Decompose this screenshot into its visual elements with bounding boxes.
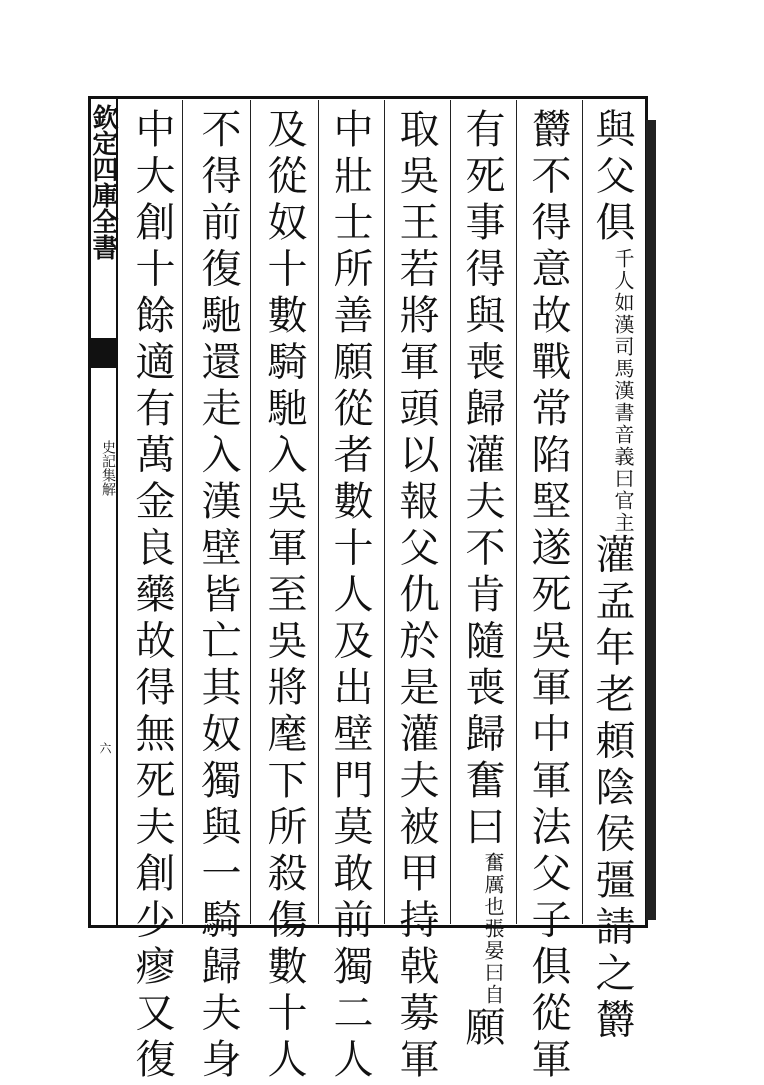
right-border <box>646 120 656 920</box>
annotation-left: 奮厲也 <box>481 852 505 918</box>
page-number: 六 <box>98 742 112 754</box>
annotation-left: 千人如漢司馬 <box>611 247 635 380</box>
text-column-2: 欝不得意故戰常陷堅遂死吳軍中軍法父子俱從軍 <box>525 108 571 1085</box>
text-column-4: 取吳王若將軍頭以報父仇於是灌夫被甲持戟募軍 <box>393 108 439 1085</box>
column-rule <box>250 100 251 924</box>
column-rule <box>450 100 451 924</box>
book-title: 史記集解 <box>100 440 116 496</box>
text-column-6: 及從奴十數騎馳入吳軍至吳將麾下所殺傷數十人 <box>261 108 307 1085</box>
text-column-5: 中壯士所善願從者數十人及出壁門莫敢前獨二人 <box>327 108 373 1085</box>
main-text: 願 <box>459 1006 505 1053</box>
text-column-8: 中大創十餘適有萬金良藥故得無死夫創少瘳又復 <box>129 108 175 1085</box>
main-text: 灌孟年老頼陰侯彊請之欝 <box>589 533 635 1045</box>
main-text: 與父俱 <box>589 108 635 248</box>
fishtail-mark <box>90 338 116 368</box>
text-column-7: 不得前復馳還走入漢壁皆亡其奴獨與一騎歸夫身 <box>195 108 241 1085</box>
column-rule <box>516 100 517 924</box>
main-text: 有死事得與喪歸灌夫不肯隨喪歸奮曰 <box>459 108 505 852</box>
annotation-right: 漢書音義曰官主 <box>611 379 635 534</box>
text-column-1 <box>590 108 634 1045</box>
margin-title: 欽定四庫全書 <box>88 104 118 260</box>
column-rule <box>318 100 319 924</box>
column-rule <box>384 100 385 924</box>
annotation-right: 張晏曰自 <box>481 918 505 1006</box>
text-column-3 <box>460 108 504 1053</box>
annotation <box>482 852 504 1006</box>
column-rule <box>182 100 183 924</box>
annotation <box>612 248 634 534</box>
column-rule <box>582 100 583 924</box>
